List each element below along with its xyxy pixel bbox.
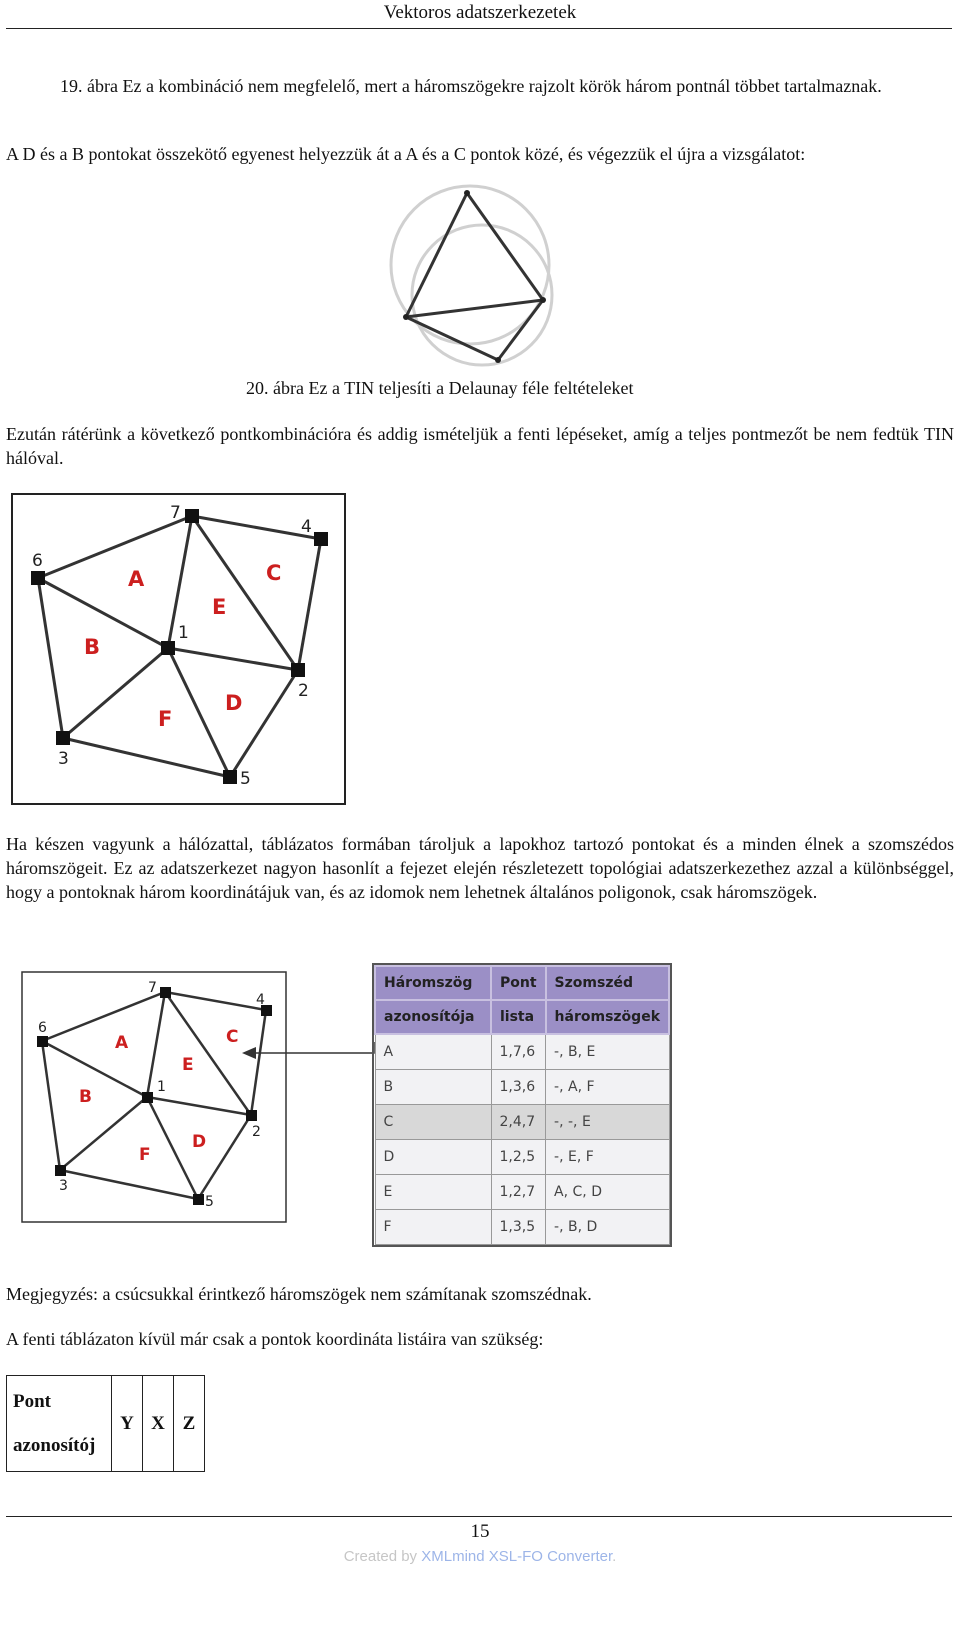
point-label-2: 2 <box>298 681 309 701</box>
edge <box>406 317 498 360</box>
table-row <box>375 1105 669 1140</box>
triangle-label-B: B <box>79 1087 92 1107</box>
point-label-6: 6 <box>38 1020 47 1036</box>
table-cell: E <box>375 1175 491 1210</box>
table-row <box>375 1034 669 1070</box>
table-header: lista <box>491 1000 546 1034</box>
table-cell: 1,3,5 <box>491 1210 546 1245</box>
point-2 <box>291 663 305 677</box>
column-header-y: Y <box>112 1376 143 1472</box>
figure-19-caption: 19. ábra Ez a kombináció nem megfelelő, mert a háromszögekre rajzolt körök három pontnál többet tartalmaznak. <box>60 76 882 96</box>
table-cell: 1,3,6 <box>491 1070 546 1105</box>
table-row <box>375 1070 669 1105</box>
table-cell: -, -, E <box>546 1105 669 1140</box>
point-label-1: 1 <box>178 623 189 643</box>
figure-20-caption: 20. ábra Ez a TIN teljesíti a Delaunay féle feltételeket <box>246 378 634 398</box>
triangle-label-C: C <box>266 561 282 585</box>
table-cell: 1,2,7 <box>491 1175 546 1210</box>
table-row <box>375 1175 669 1210</box>
footer-rule <box>6 1516 952 1517</box>
triangle-label-E: E <box>182 1055 194 1075</box>
paragraph-next-step: Ezután rátérünk a következő pontkombinációra és addig ismételjük a fenti lépéseket, amíg a teljes pontmezőt be nem fedtük TIN hálóval. <box>6 424 954 468</box>
paragraph-move-line: A D és a B pontokat összekötő egyenest helyezzük át a A és a C pontok közé, és végezzük el újra a vizsgálatot: <box>6 144 806 164</box>
header-rule <box>6 28 952 29</box>
tin-network-figure <box>10 492 355 808</box>
table-cell: -, A, F <box>546 1070 669 1105</box>
table-cell: 1,2,5 <box>491 1140 546 1175</box>
edge <box>498 300 543 360</box>
point-6 <box>31 571 45 585</box>
table-header: azonosítója <box>375 1000 491 1034</box>
point-label-5: 5 <box>240 769 251 789</box>
table-header: Pont <box>491 966 546 1000</box>
neighbor-table-frame <box>372 963 672 1247</box>
vertex-point <box>540 297 546 303</box>
table-cell: B <box>375 1070 491 1105</box>
point-3 <box>56 731 70 745</box>
vertex-point <box>403 314 409 320</box>
table-header: Szomszéd <box>546 966 669 1000</box>
column-header-z: Z <box>174 1376 205 1472</box>
table-cell: D <box>375 1140 491 1175</box>
point-label-7: 7 <box>148 980 157 996</box>
table-cell: A <box>375 1034 491 1070</box>
point-label-7: 7 <box>170 503 181 523</box>
edge <box>406 193 467 317</box>
column-header-x: X <box>143 1376 174 1472</box>
vertex-point <box>495 357 501 363</box>
point-1 <box>161 641 175 655</box>
point-label-6: 6 <box>32 551 43 571</box>
point-coordinates-table <box>6 1375 205 1472</box>
table-cell <box>7 1376 112 1472</box>
credit-link[interactable]: XMLmind XSL-FO Converter <box>421 1548 613 1565</box>
table-cell: 1,7,6 <box>491 1034 546 1070</box>
table-cell: 2,4,7 <box>491 1105 546 1140</box>
converter-credit <box>0 1548 960 1565</box>
point-label-2: 2 <box>252 1124 261 1140</box>
point-label-3: 3 <box>58 749 69 769</box>
triangle-label-B: B <box>84 635 101 659</box>
triangle-label-C: C <box>226 1027 239 1047</box>
triangle-label-E: E <box>212 595 227 619</box>
triangle-label-A: A <box>128 567 145 591</box>
table-cell: F <box>375 1210 491 1245</box>
point-label-3: 3 <box>59 1178 68 1194</box>
triangle-label-D: D <box>192 1132 207 1152</box>
point-label-4: 4 <box>301 517 312 537</box>
tin-network-small-figure <box>20 970 290 1226</box>
table-header: Háromszög <box>375 966 491 1000</box>
table-cell: C <box>375 1105 491 1140</box>
point-4 <box>314 532 328 546</box>
triangle-label-D: D <box>225 691 243 715</box>
triangle-label-F: F <box>158 707 173 731</box>
triangle-label-A: A <box>115 1033 129 1053</box>
paragraph-storage: Ha készen vagyunk a hálózattal, táblázatos formában tároljuk a lapokhoz tartozó pontokat és a minden élnek a szomszédos háromszögeit. Ez az adatszerkezet nagyon hasonlít a fejezet elején részletezett topológiai adatszerkezethez azzal a különbséggel, hogy a pontoknak három koordinátájuk van, és az idomok nem lehetnek általános poligonok, csak háromszögek. <box>6 834 954 902</box>
column-header-id: azonosítój <box>13 1434 96 1456</box>
figure-20-delaunay-drawing <box>380 180 570 375</box>
triangle-label-F: F <box>139 1145 151 1165</box>
table-header: háromszögek <box>546 1000 669 1034</box>
arrow-pointer <box>240 1040 380 1080</box>
table-cell: A, C, D <box>546 1175 669 1210</box>
credit-suffix: . <box>612 1548 617 1565</box>
column-header-point: Pont <box>13 1390 51 1412</box>
table-cell: -, B, D <box>546 1210 669 1245</box>
point-label-4: 4 <box>256 992 265 1008</box>
page-number: 15 <box>470 1521 490 1542</box>
edge <box>406 300 543 317</box>
point-5 <box>223 770 237 784</box>
point-label-5: 5 <box>205 1194 214 1210</box>
note-paragraph: Megjegyzés: a csúcsukkal érintkező háromszögek nem számítanak szomszédnak. <box>6 1284 592 1304</box>
neighbor-table <box>374 965 670 1245</box>
point-label-1: 1 <box>157 1079 166 1095</box>
vertex-point <box>464 190 470 196</box>
point-7 <box>185 509 199 523</box>
paragraph-coords: A fenti táblázaton kívül már csak a pontok koordináta listáira van szükség: <box>6 1329 544 1349</box>
table-cell: -, B, E <box>546 1034 669 1070</box>
table-cell: -, E, F <box>546 1140 669 1175</box>
running-header: Vektoros adatszerkezetek <box>383 2 577 23</box>
credit-prefix: Created by <box>343 1548 422 1565</box>
table-row <box>375 1140 669 1175</box>
table-row <box>375 1210 669 1245</box>
